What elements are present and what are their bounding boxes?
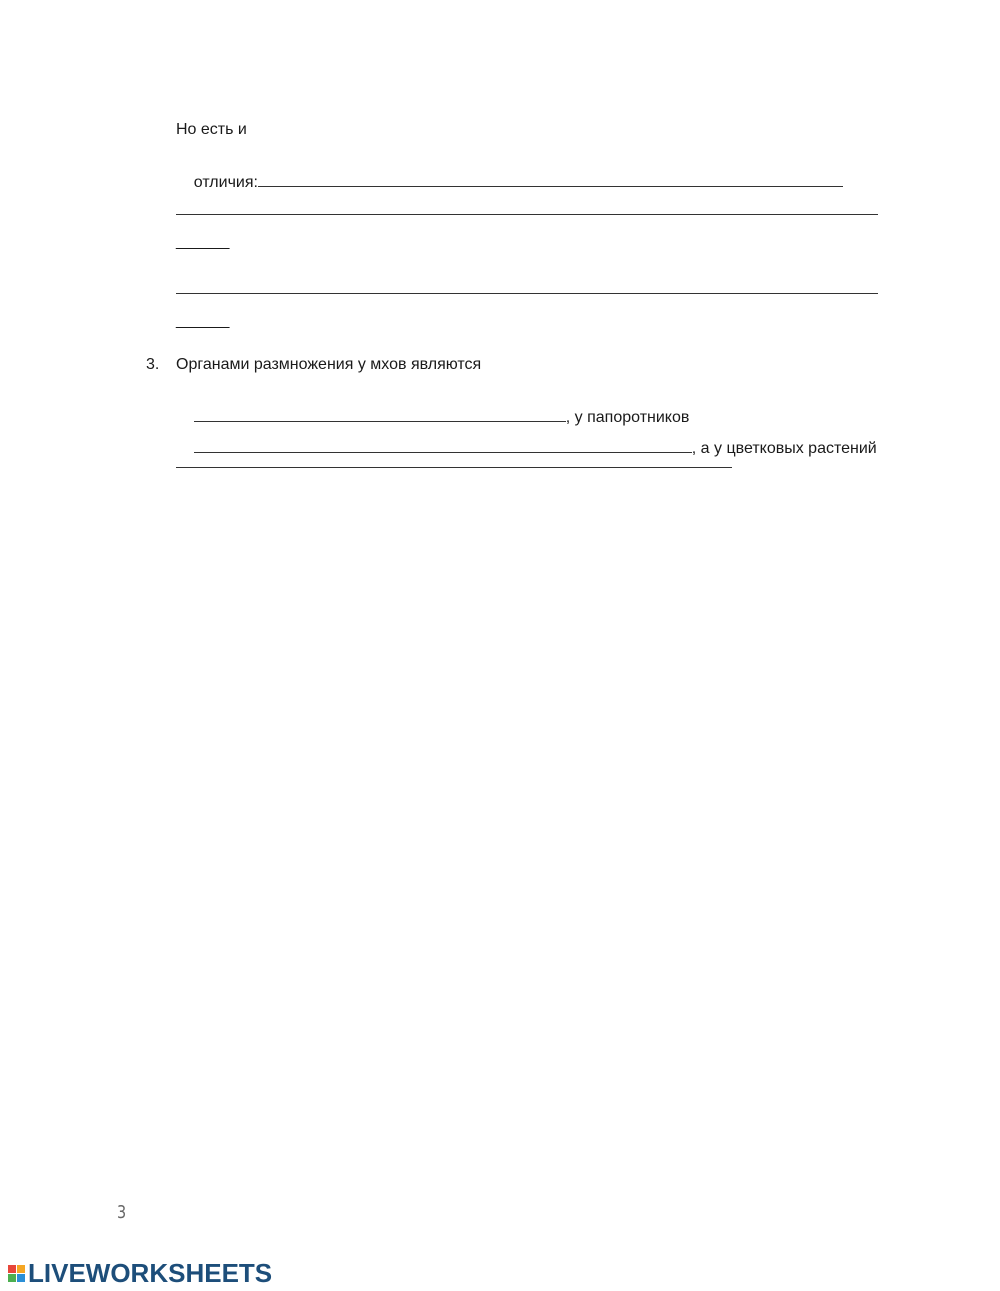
flowering-answer-blank[interactable] [176,467,732,468]
page-number: 3 [117,1202,127,1223]
ferns-line [176,418,877,479]
differences-line [176,152,843,213]
ferns-answer-blank[interactable] [194,438,692,453]
differences-label: отличия: [193,174,258,191]
intro-text: Но есть и [176,121,247,138]
liveworksheets-logo [8,1258,272,1288]
question-3-number: 3. [146,356,160,373]
differences-blank[interactable] [258,172,843,187]
question-3-text: Органами размножения у мхов являются [176,356,482,373]
answer-line-1-tail: ______ [176,233,230,250]
answer-line-1[interactable] [176,214,878,215]
answer-line-2-tail: ______ [176,312,230,329]
logo-text: LIVEWORKSHEETS [28,1257,273,1288]
logo-blocks-icon [8,1265,25,1282]
answer-line-2[interactable] [176,293,878,294]
ferns-label: , у папоротников [565,409,690,426]
flowering-label: , а у цветковых растений [691,440,877,457]
